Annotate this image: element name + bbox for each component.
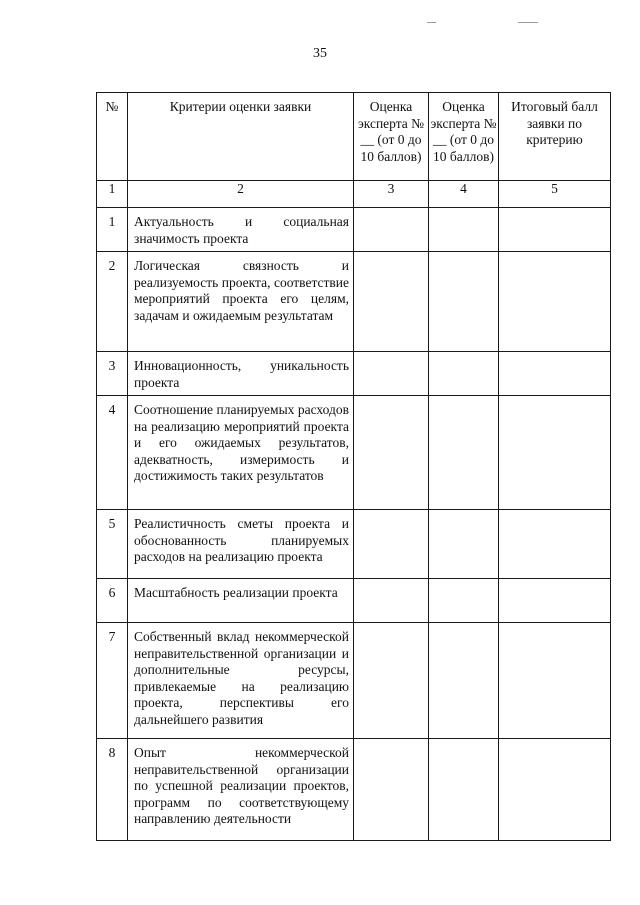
criterion-text: Инновационность, уникальность проекта <box>128 352 354 396</box>
criterion-text: Собственный вклад некоммерческой неправительственной организации и дополнительные ресурсы, привлекаемые на реализацию проекта, перспективы его дальнейшего развития <box>128 623 354 739</box>
column-number-row <box>97 181 611 208</box>
criteria-table <box>96 92 611 841</box>
expert-score-1-cell[interactable] <box>354 352 429 396</box>
table-row <box>97 208 611 252</box>
expert-score-2-cell[interactable] <box>429 352 499 396</box>
row-number: 6 <box>97 579 128 623</box>
column-number: 4 <box>429 181 499 208</box>
column-number: 5 <box>499 181 611 208</box>
row-number: 5 <box>97 510 128 579</box>
total-score-cell[interactable] <box>499 208 611 252</box>
header-criteria: Критерии оценки заявки <box>128 93 354 181</box>
criterion-text: Опыт некоммерческой неправительственной организации по успешной реализации проектов, программ по соответствующему направлению деятельности <box>128 739 354 841</box>
expert-score-1-cell[interactable] <box>354 739 429 841</box>
expert-score-1-cell[interactable] <box>354 208 429 252</box>
expert-score-2-cell[interactable] <box>429 579 499 623</box>
total-score-cell[interactable] <box>499 252 611 352</box>
total-score-cell[interactable] <box>499 623 611 739</box>
total-score-cell[interactable] <box>499 739 611 841</box>
criterion-text: Соотношение планируемых расходов на реализацию мероприятий проекта и его ожидаемых результатов, адекватность, измеримость и достижимость таких результатов <box>128 396 354 510</box>
row-number: 8 <box>97 739 128 841</box>
criterion-text: Реалистичность сметы проекта и обоснованность планируемых расходов на реализацию проекта <box>128 510 354 579</box>
row-number: 4 <box>97 396 128 510</box>
row-number: 7 <box>97 623 128 739</box>
scan-mark <box>427 22 436 23</box>
table-row <box>97 579 611 623</box>
expert-score-1-cell[interactable] <box>354 396 429 510</box>
table-row <box>97 623 611 739</box>
total-score-cell[interactable] <box>499 510 611 579</box>
total-score-cell[interactable] <box>499 396 611 510</box>
total-score-cell[interactable] <box>499 579 611 623</box>
column-number: 3 <box>354 181 429 208</box>
header-expert-score-1: Оценка эксперта № __ (от 0 до 10 баллов) <box>354 93 429 181</box>
expert-score-2-cell[interactable] <box>429 208 499 252</box>
table-header-row <box>97 93 611 181</box>
expert-score-2-cell[interactable] <box>429 623 499 739</box>
row-number: 1 <box>97 208 128 252</box>
table-row <box>97 252 611 352</box>
expert-score-2-cell[interactable] <box>429 396 499 510</box>
table-row <box>97 510 611 579</box>
expert-score-1-cell[interactable] <box>354 252 429 352</box>
page-number: 35 <box>313 46 327 61</box>
row-number: 3 <box>97 352 128 396</box>
criterion-text: Логическая связность и реализуемость проекта, соответствие мероприятий проекта его целям, задачам и ожидаемым результатам <box>128 252 354 352</box>
expert-score-2-cell[interactable] <box>429 510 499 579</box>
expert-score-2-cell[interactable] <box>429 739 499 841</box>
header-number: № <box>97 93 128 181</box>
table-row <box>97 396 611 510</box>
criterion-text: Масштабность реализации проекта <box>128 579 354 623</box>
expert-score-1-cell[interactable] <box>354 510 429 579</box>
expert-score-1-cell[interactable] <box>354 579 429 623</box>
expert-score-2-cell[interactable] <box>429 252 499 352</box>
header-total-score: Итоговый балл заявки по критерию <box>499 93 611 181</box>
total-score-cell[interactable] <box>499 352 611 396</box>
table-row <box>97 739 611 841</box>
table-row <box>97 352 611 396</box>
column-number: 1 <box>97 181 128 208</box>
row-number: 2 <box>97 252 128 352</box>
column-number: 2 <box>128 181 354 208</box>
header-expert-score-2: Оценка эксперта № __ (от 0 до 10 баллов) <box>429 93 499 181</box>
expert-score-1-cell[interactable] <box>354 623 429 739</box>
scan-mark <box>518 22 538 23</box>
criterion-text: Актуальность и социальная значимость проекта <box>128 208 354 252</box>
